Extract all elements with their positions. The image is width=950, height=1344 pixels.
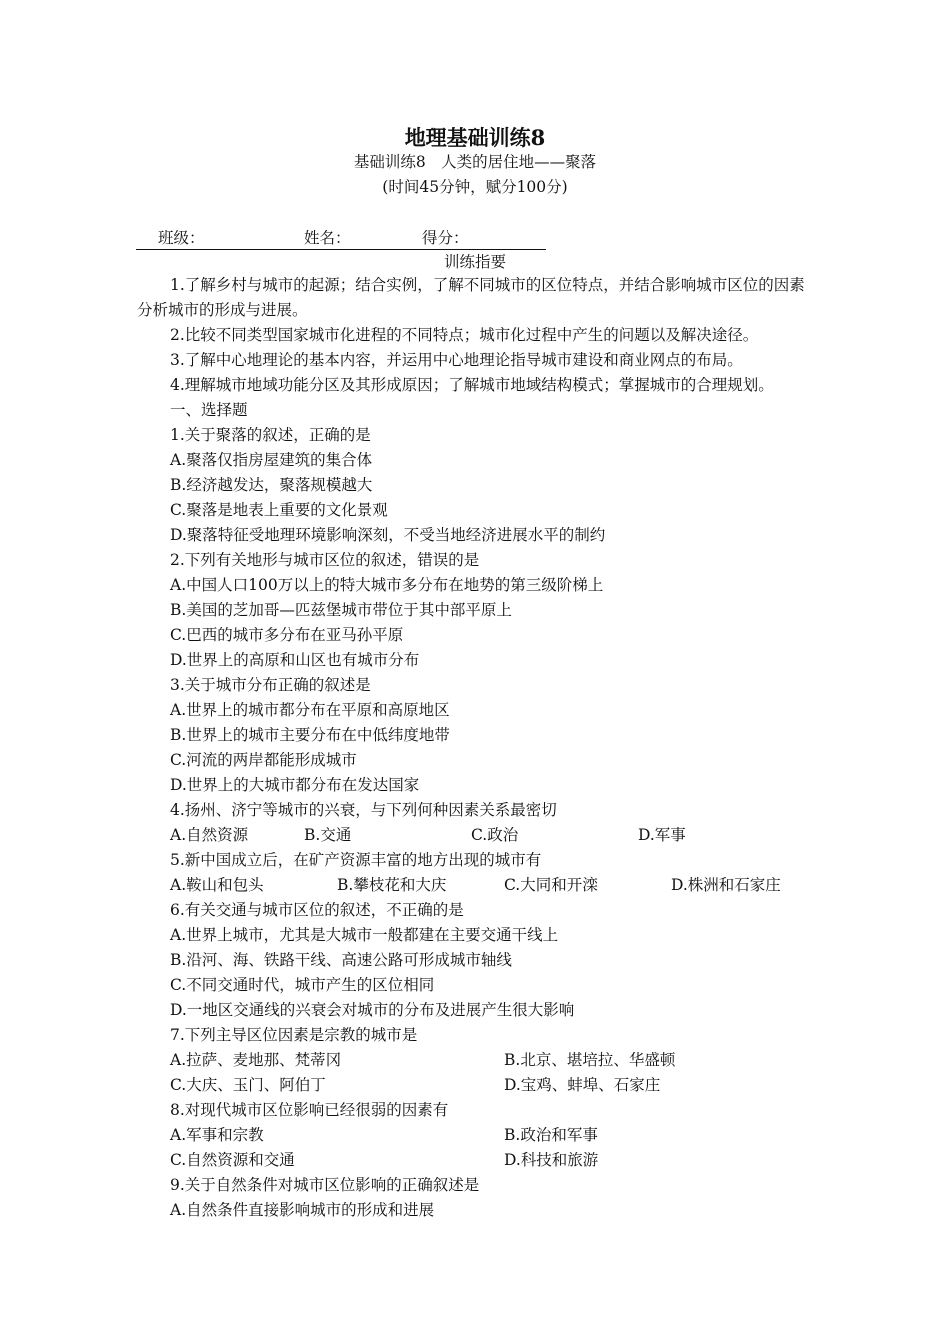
answer-option: B.经济越发达，聚落规模越大 [170,476,373,494]
answer-option: B.沿河、海、铁路干线、高速公路可形成城市轴线 [170,951,512,969]
answer-option: A.世界上的城市都分布在平原和高原地区 [170,701,450,719]
answer-option-row [137,1148,817,1173]
answer-option: B.美国的芝加哥—匹兹堡城市带位于其中部平原上 [170,601,512,619]
answer-option: B.北京、堪培拉、华盛顿 [504,1051,676,1069]
answer-option: A.世界上城市，尤其是大城市一般都建在主要交通干线上 [170,926,559,944]
answer-option-row [137,1073,817,1098]
question-stem: 1.关于聚落的叙述，正确的是 [170,426,371,444]
answer-option: D.军事 [638,826,686,844]
question-list [137,398,817,1223]
question-stem: 9.关于自然条件对城市区位影响的正确叙述是 [170,1176,480,1194]
section-heading: 一、选择题 [170,401,248,419]
answer-option-row [137,823,817,848]
answer-option: B.世界上的城市主要分布在中低纬度地带 [170,726,450,744]
answer-option: D.科技和旅游 [504,1151,599,1169]
question-stem: 7.下列主导区位因素是宗教的城市是 [170,1026,418,1044]
answer-option: C.大同和开滦 [504,876,598,894]
answer-option: D.聚落特征受地理环境影响深刻，不受当地经济进展水平的制约 [170,526,606,544]
class-label: 班级： [158,229,205,247]
guide-list [137,273,817,398]
question-stem: 2.下列有关地形与城市区位的叙述，错误的是 [170,551,480,569]
answer-option: B.政治和军事 [504,1126,598,1144]
answer-option: D.一地区交通线的兴衰会对城市的分布及进展产生很大影响 [170,1001,575,1019]
answer-option: A.军事和宗教 [170,1126,264,1144]
score-label: 得分： [422,229,469,247]
answer-option: A.聚落仅指房屋建筑的集合体 [170,451,373,469]
answer-option: B.攀枝花和大庆 [337,876,447,894]
answer-option: C.河流的两岸都能形成城市 [170,751,357,769]
answer-option: C.大庆、玉门、阿伯丁 [170,1076,326,1094]
answer-option-row [137,1048,817,1073]
answer-option: A.自然资源 [170,826,249,844]
answer-option: A.自然条件直接影响城市的形成和进展 [170,1201,435,1219]
question-stem: 3.关于城市分布正确的叙述是 [170,676,371,694]
question-stem: 6.有关交通与城市区位的叙述，不正确的是 [170,901,464,919]
question-stem: 5.新中国成立后，在矿产资源丰富的地方出现的城市有 [170,851,542,869]
name-label: 姓名： [304,229,351,247]
guide-item: 4.理解城市地域功能分区及其形成原因；了解城市地域结构模式；掌握城市的合理规划。 [170,376,774,394]
question-stem: 4.扬州、济宁等城市的兴衰，与下列何种因素关系最密切 [170,801,557,819]
answer-option: A.中国人口100万以上的特大城市多分布在地势的第三级阶梯上 [170,576,604,594]
time-score-note: (时间45分钟，赋分100分) [382,178,568,196]
question-stem: 8.对现代城市区位影响已经很弱的因素有 [170,1101,449,1119]
answer-option: C.不同交通时代，城市产生的区位相同 [170,976,435,994]
answer-option-row [137,873,817,898]
answer-option: D.宝鸡、蚌埠、石家庄 [504,1076,661,1094]
answer-option-row [137,1123,817,1148]
answer-option: D.株洲和石家庄 [671,876,781,894]
guide-item: 2.比较不同类型国家城市化进程的不同特点；城市化过程中产生的问题以及解决途径。 [170,326,759,344]
answer-option: D.世界上的高原和山区也有城市分布 [170,651,420,669]
answer-option: B.交通 [304,826,352,844]
answer-option: C.巴西的城市多分布在亚马孙平原 [170,626,404,644]
answer-option: C.自然资源和交通 [170,1151,295,1169]
student-info-line [136,227,546,250]
answer-option: C.聚落是地表上重要的文化景观 [170,501,388,519]
guide-heading: 训练指要 [443,253,506,271]
answer-option: A.鞍山和包头 [170,876,264,894]
answer-option: C.政治 [471,826,519,844]
page-subtitle: 基础训练8 人类的居住地——聚落 [353,153,597,171]
answer-option: D.世界上的大城市都分布在发达国家 [170,776,420,794]
guide-item: 1.了解乡村与城市的起源；结合实例，了解不同城市的区位特点，并结合影响城市区位的因素分析城市的形成与进展。 [137,276,805,319]
guide-item: 3.了解中心地理论的基本内容，并运用中心地理论指导城市建设和商业网点的布局。 [170,351,743,369]
answer-option: A.拉萨、麦地那、梵蒂冈 [170,1051,342,1069]
page-title: 地理基础训练8 [404,125,546,150]
